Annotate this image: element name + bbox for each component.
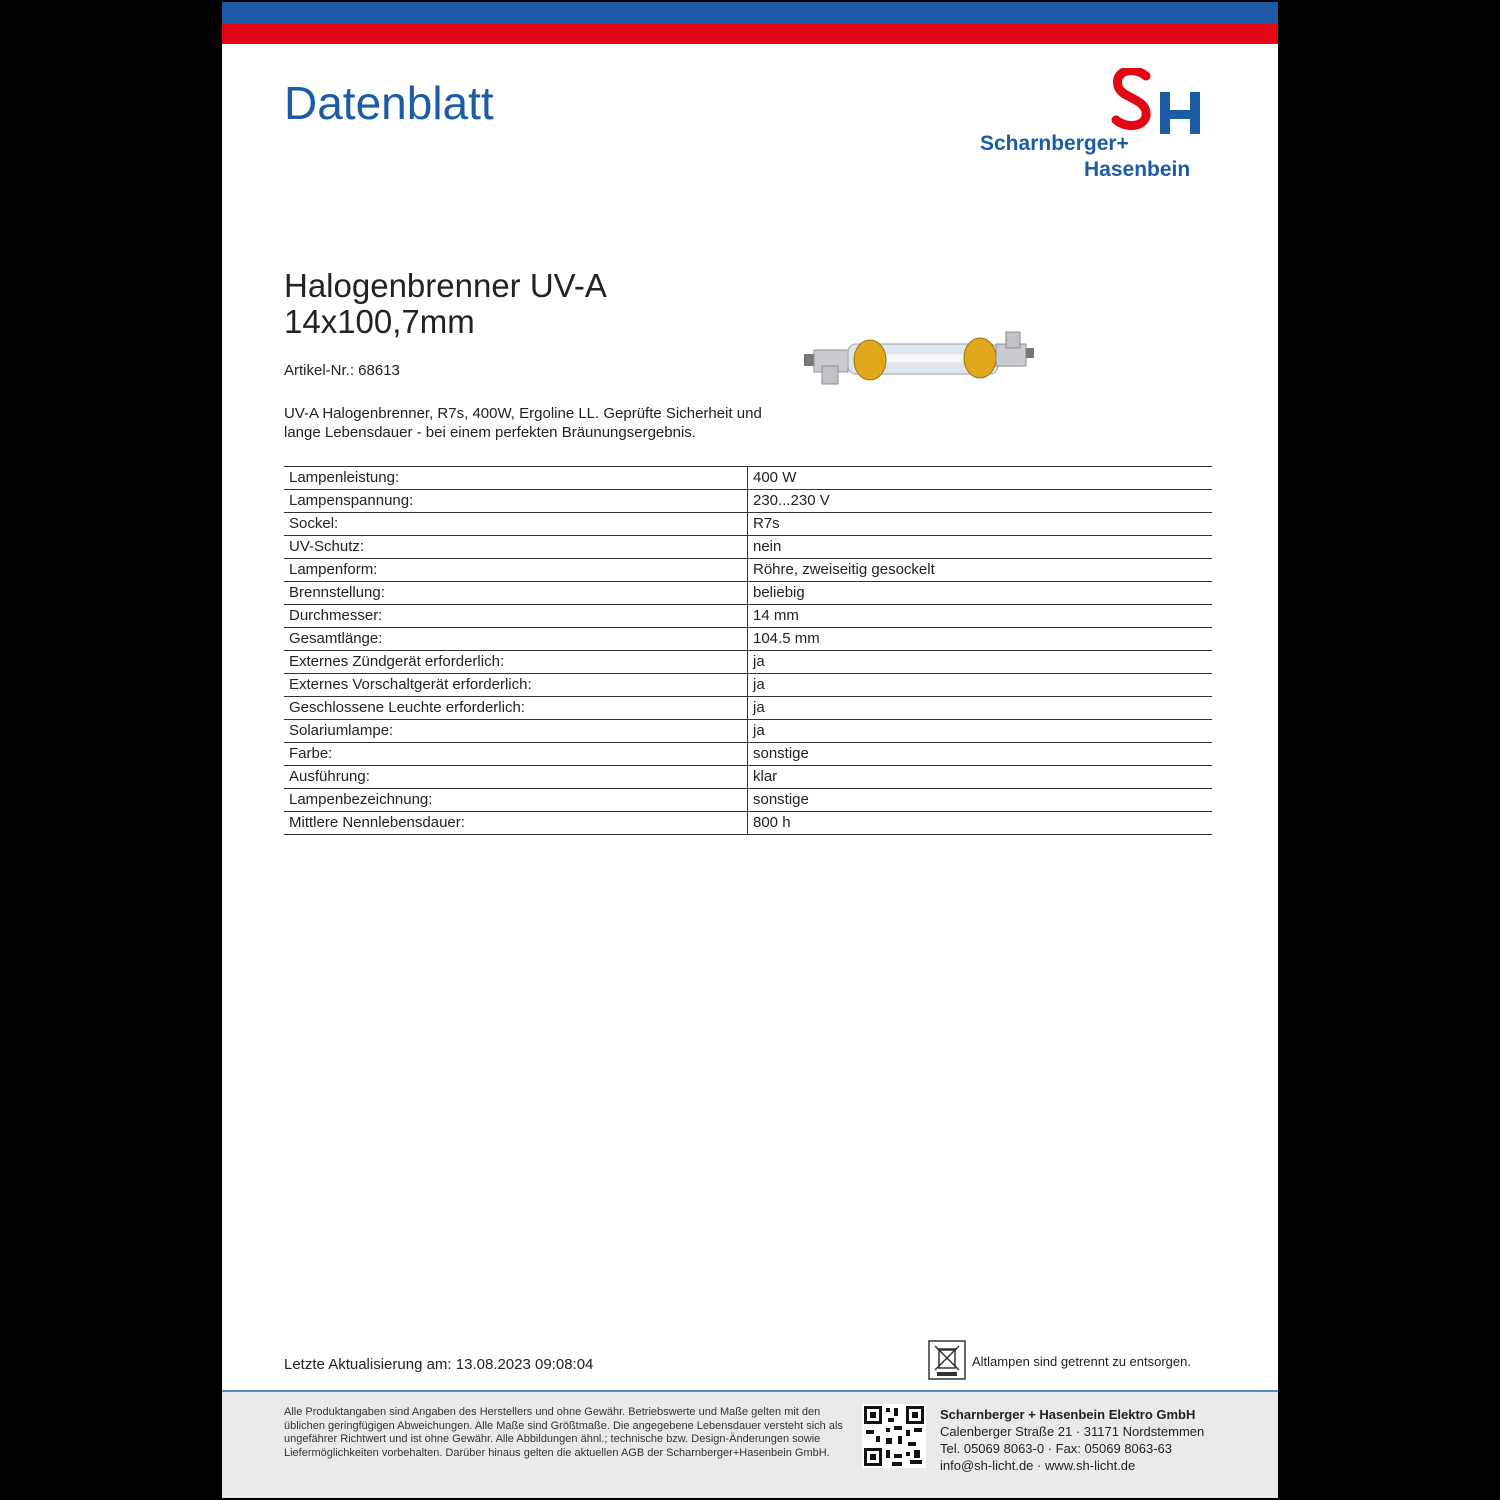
datasheet-page xyxy=(222,2,1278,1498)
spec-row xyxy=(284,720,1212,743)
spec-value: 400 W xyxy=(748,467,1213,490)
spec-label: Brennstellung: xyxy=(284,582,748,605)
last-updated: Letzte Aktualisierung am: 13.08.2023 09:08:04 xyxy=(284,1356,594,1373)
spec-value: 104.5 mm xyxy=(748,628,1213,651)
spec-label: Gesamtlänge: xyxy=(284,628,748,651)
halogen-lamp-icon xyxy=(800,314,1036,394)
spec-label: Ausführung: xyxy=(284,766,748,789)
qr-code-icon xyxy=(862,1404,926,1468)
spec-label: Lampenform: xyxy=(284,559,748,582)
spec-label: Lampenleistung: xyxy=(284,467,748,490)
spec-row xyxy=(284,490,1212,513)
spec-label: UV-Schutz: xyxy=(284,536,748,559)
spec-row xyxy=(284,559,1212,582)
spec-value: 14 mm xyxy=(748,605,1213,628)
spec-row xyxy=(284,789,1212,812)
spec-row xyxy=(284,536,1212,559)
spec-value: ja xyxy=(748,697,1213,720)
spec-label: Solariumlampe: xyxy=(284,720,748,743)
spec-row xyxy=(284,628,1212,651)
spec-value: R7s xyxy=(748,513,1213,536)
spec-label: Externes Zündgerät erforderlich: xyxy=(284,651,748,674)
spec-value: 230...230 V xyxy=(748,490,1213,513)
spec-label: Lampenbezeichnung: xyxy=(284,789,748,812)
spec-row xyxy=(284,766,1212,789)
spec-row xyxy=(284,582,1212,605)
document-title: Datenblatt xyxy=(284,77,494,129)
sh-logo-icon xyxy=(1108,68,1218,138)
company-phone: Tel. 05069 8063-0 · Fax: 05069 8063-63 xyxy=(940,1441,1173,1456)
spec-value: beliebig xyxy=(748,582,1213,605)
spec-row xyxy=(284,467,1212,490)
spec-value: ja xyxy=(748,674,1213,697)
company-logo xyxy=(980,68,1220,186)
spec-row xyxy=(284,513,1212,536)
spec-value: 800 h xyxy=(748,812,1213,835)
spec-row xyxy=(284,697,1212,720)
spec-row xyxy=(284,605,1212,628)
header-band-red xyxy=(222,24,1278,44)
spec-label: Geschlossene Leuchte erforderlich: xyxy=(284,697,748,720)
spec-label: Farbe: xyxy=(284,743,748,766)
disposal-notice xyxy=(928,1340,1191,1380)
company-web: info@sh-licht.de · www.sh-licht.de xyxy=(940,1458,1136,1473)
disposal-text: Altlampen sind getrennt zu entsorgen. xyxy=(972,1354,1191,1369)
product-description: UV-A Halogenbrenner, R7s, 400W, Ergoline LL. Geprüfte Sicherheit und lange Lebensdauer - bei einem perfekten Bräunungsergebnis. xyxy=(284,405,762,441)
footer xyxy=(222,1390,1278,1498)
product-title xyxy=(284,268,607,340)
spec-table xyxy=(284,466,1212,835)
product-title-line1: Halogenbrenner UV-A xyxy=(284,267,607,304)
spec-value: sonstige xyxy=(748,789,1213,812)
spec-value: sonstige xyxy=(748,743,1213,766)
spec-row xyxy=(284,674,1212,697)
spec-label: Externes Vorschaltgerät erforderlich: xyxy=(284,674,748,697)
crossed-bin-icon xyxy=(928,1340,966,1380)
header-band-blue xyxy=(222,2,1278,24)
spec-value: klar xyxy=(748,766,1213,789)
spec-value: nein xyxy=(748,536,1213,559)
logo-text-line1: Scharnberger+ xyxy=(980,132,1129,155)
spec-value: ja xyxy=(748,720,1213,743)
company-contact xyxy=(940,1406,1204,1474)
spec-label: Durchmesser: xyxy=(284,605,748,628)
logo-text-line2: Hasenbein xyxy=(1084,158,1191,181)
company-name: Scharnberger + Hasenbein Elektro GmbH xyxy=(940,1407,1196,1422)
spec-row xyxy=(284,743,1212,766)
product-title-line2: 14x100,7mm xyxy=(284,303,475,340)
spec-label: Mittlere Nennlebensdauer: xyxy=(284,812,748,835)
footer-disclaimer: Alle Produktangaben sind Angaben des Herstellers und ohne Gewähr. Betriebswerte und Maße gelten mit den üblichen geringfügigen Abweichungen. Alle Maße sind Größtmaße. Die angegebene Lebensdauer versteht sich als ungefährer Richtwert und ist ohne Gewähr. Alle Abbildungen ähnl.; technische bzw. Design-Änderungen sowie Liefermöglichkeiten vorbehalten. Darüber hinaus gelten die aktuellen AGB der Scharnberger+Hasenbein GmbH. xyxy=(284,1406,843,1459)
spec-value: ja xyxy=(748,651,1213,674)
company-address: Calenberger Straße 21 · 31171 Nordstemmen xyxy=(940,1424,1205,1439)
article-number: Artikel-Nr.: 68613 xyxy=(284,362,400,379)
spec-row xyxy=(284,812,1212,835)
spec-row xyxy=(284,651,1212,674)
spec-label: Sockel: xyxy=(284,513,748,536)
spec-label: Lampenspannung: xyxy=(284,490,748,513)
spec-value: Röhre, zweiseitig gesockelt xyxy=(748,559,1213,582)
